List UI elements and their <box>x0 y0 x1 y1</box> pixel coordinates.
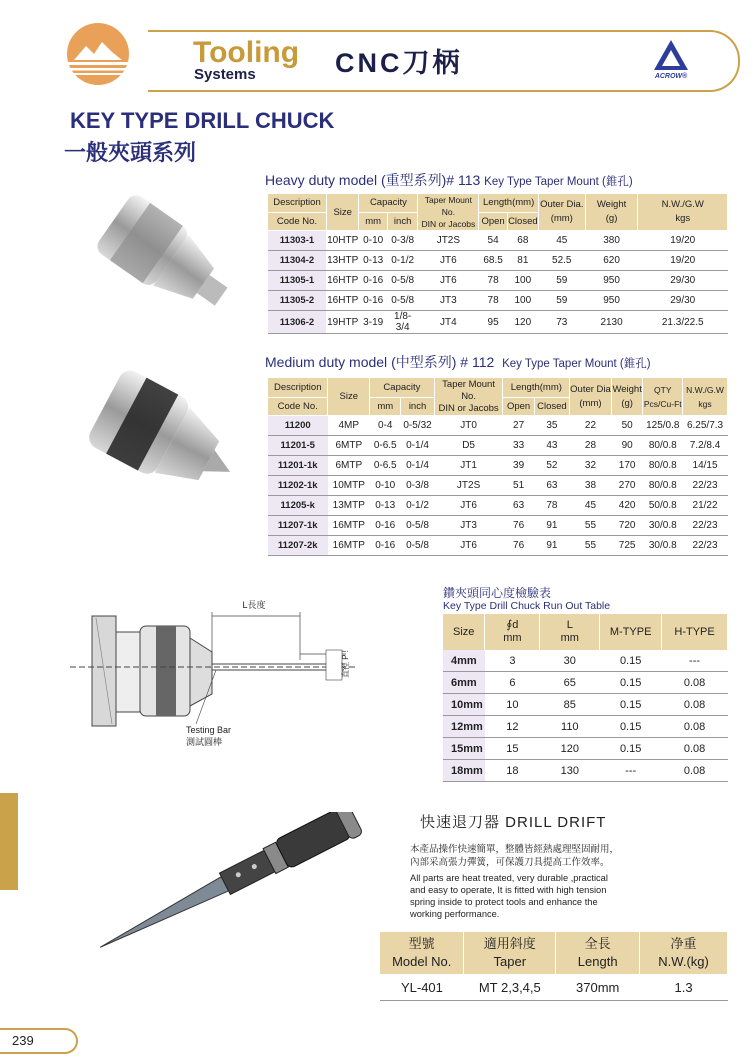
col-description: Description <box>268 194 327 213</box>
table-cell: 0.08 <box>662 738 728 760</box>
drill-drift-image <box>74 812 374 952</box>
col-nw-gw: N.W./G.W kgs <box>683 378 728 416</box>
medium-drill-chuck-image <box>72 352 252 524</box>
table-cell: 33 <box>503 436 534 456</box>
table-cell: 110 <box>540 716 600 738</box>
table-row <box>443 738 728 760</box>
table-cell: 7.2/8.4 <box>683 436 728 456</box>
table-cell: 0-5/32 <box>401 416 434 436</box>
table-cell: 76 <box>503 536 534 556</box>
table-cell: 6MTP <box>328 456 370 476</box>
medium-heading-cn: (中型系列) <box>391 354 457 370</box>
heavy-section-heading <box>265 170 633 190</box>
col-taper: 適用斜度 Taper <box>464 932 556 974</box>
runout-title-en: Key Type Drill Chuck Run Out Table <box>443 600 611 612</box>
table-row <box>443 716 728 738</box>
table-cell: 52.5 <box>538 251 585 271</box>
table-cell: 0-1/2 <box>387 251 417 271</box>
code-no-cell: 11305-2 <box>268 291 327 311</box>
table-cell: 16HTP <box>326 291 359 311</box>
brand-systems: Systems <box>194 66 256 83</box>
product-category: CNC刀柄 <box>335 48 463 78</box>
acrow-logo-icon <box>648 38 694 80</box>
table-cell: 22/23 <box>683 476 728 496</box>
drill-drift-desc-en: All parts are heat treated, very durable ,practical and easy to operate, It is fitted with high tension spring inside to protect tools and enhance the working performance. <box>410 873 608 919</box>
table-cell: 68 <box>507 231 538 251</box>
table-cell: 43 <box>534 436 569 456</box>
col-size: Size <box>326 194 359 231</box>
col-outer-dia: Outer Dia (mm) <box>570 378 612 416</box>
table-cell: 21/22 <box>683 496 728 516</box>
table-cell: --- <box>662 650 728 672</box>
table-cell: 0.08 <box>662 672 728 694</box>
code-no-cell: 11306-2 <box>268 311 327 334</box>
table-cell: 170 <box>611 456 643 476</box>
col-closed: Closed <box>534 398 569 416</box>
sun-mountain-logo-icon <box>66 22 130 86</box>
code-no-cell: 11207-1k <box>268 516 328 536</box>
table-cell: 125/0.8 <box>643 416 683 436</box>
table-cell: JT2S <box>434 476 503 496</box>
table-cell: 0-1/4 <box>401 456 434 476</box>
size-cell: 12mm <box>443 716 485 738</box>
table-cell: 2130 <box>585 311 638 334</box>
table-cell: 380 <box>585 231 638 251</box>
medium-heading-mount: Key Type Taper Mount (錐孔) <box>502 358 651 370</box>
size-cell: 18mm <box>443 760 485 782</box>
table-cell: 18 <box>485 760 540 782</box>
table-cell: 3-19 <box>359 311 387 334</box>
table-cell: 68.5 <box>479 251 507 271</box>
table-cell: 28 <box>570 436 612 456</box>
page-title: KEY TYPE DRILL CHUCK <box>70 108 335 133</box>
medium-section-heading <box>265 352 651 372</box>
table-cell: 950 <box>585 291 638 311</box>
code-no-cell: 11200 <box>268 416 328 436</box>
table-cell: JT1 <box>434 456 503 476</box>
table-cell: 120 <box>507 311 538 334</box>
table-cell: 10 <box>485 694 540 716</box>
col-d: ∮d mm <box>485 614 540 650</box>
table-cell: 39 <box>503 456 534 476</box>
table-cell: 0-16 <box>370 536 401 556</box>
table-cell: 0.15 <box>600 716 662 738</box>
table-cell: 59 <box>538 271 585 291</box>
acrow-logo-text: ACROW® <box>654 73 688 80</box>
table-cell: 0.08 <box>662 694 728 716</box>
table-cell: 50/0.8 <box>643 496 683 516</box>
table-cell: 80/0.8 <box>643 456 683 476</box>
runout-title-cn: 鑽夾頭同心度檢驗表 <box>443 586 552 600</box>
col-qty: QTY Pcs/Cu-Ft <box>643 378 683 416</box>
table-cell: 0.08 <box>662 716 728 738</box>
table-cell: 78 <box>534 496 569 516</box>
table-cell: 0.08 <box>662 760 728 782</box>
col-mm: mm <box>359 212 387 231</box>
table-cell: 0-13 <box>359 251 387 271</box>
heavy-heading-cn: (重型系列) <box>380 172 447 188</box>
table-cell: 19/20 <box>638 231 728 251</box>
table-cell: 29/30 <box>638 271 728 291</box>
col-capacity: Capacity <box>359 194 418 213</box>
table-cell: 16MTP <box>328 516 370 536</box>
code-no-cell: 11303-1 <box>268 231 327 251</box>
col-length: Length(mm) <box>503 378 570 398</box>
table-row <box>443 694 728 716</box>
table-cell: 0-5/8 <box>387 291 417 311</box>
l-length-label: L長度 <box>242 600 266 610</box>
table-cell: 63 <box>503 496 534 516</box>
table-cell: 30/0.8 <box>643 516 683 536</box>
col-size: Size <box>328 378 370 416</box>
table-cell: 19HTP <box>326 311 359 334</box>
table-cell: 6.25/7.3 <box>683 416 728 436</box>
table-cell: 32 <box>570 456 612 476</box>
drill-drift-title: 快速退刀器 DRILL DRIFT <box>420 814 607 831</box>
table-row <box>443 672 728 694</box>
table-cell: 55 <box>570 516 612 536</box>
table-cell: 0.15 <box>600 694 662 716</box>
col-weight: Weight (g) <box>585 194 638 231</box>
table-cell: 63 <box>534 476 569 496</box>
heavy-heading-en: Heavy duty model <box>265 172 378 188</box>
table-cell: --- <box>600 760 662 782</box>
size-cell: 15mm <box>443 738 485 760</box>
table-row <box>268 311 728 334</box>
table-cell: 0.15 <box>600 672 662 694</box>
size-cell: 4mm <box>443 650 485 672</box>
table-cell: JT2S <box>418 231 479 251</box>
table-cell: 55 <box>570 536 612 556</box>
table-row <box>268 231 728 251</box>
table-cell: 0-3/8 <box>387 231 417 251</box>
size-cell: 6mm <box>443 672 485 694</box>
col-nw-gw: N.W./G.W kgs <box>638 194 728 231</box>
table-cell: 45 <box>570 496 612 516</box>
col-outer-dia: Outer Dia. (mm) <box>538 194 585 231</box>
table-cell: 19/20 <box>638 251 728 271</box>
medium-heading-en: Medium duty model <box>265 354 388 370</box>
table-cell: 27 <box>503 416 534 436</box>
code-no-cell: 11304-2 <box>268 251 327 271</box>
table-cell: 0-5/8 <box>387 271 417 291</box>
length-cell: 370mm <box>556 974 640 1001</box>
table-row <box>268 271 728 291</box>
table-cell: JT3 <box>434 516 503 536</box>
table-cell: 0-10 <box>370 476 401 496</box>
nw-cell: 1.3 <box>640 974 728 1001</box>
code-no-cell: 11305-1 <box>268 271 327 291</box>
size-cell: 10mm <box>443 694 485 716</box>
col-weight: Weight (g) <box>611 378 643 416</box>
table-cell: 100 <box>507 291 538 311</box>
table-cell: 13HTP <box>326 251 359 271</box>
table-cell: JT3 <box>418 291 479 311</box>
table-cell: 0-1/2 <box>401 496 434 516</box>
col-inch: inch <box>387 212 417 231</box>
table-cell: 120 <box>540 738 600 760</box>
table-cell: JT6 <box>418 271 479 291</box>
brand-tooling: Tooling <box>193 36 300 69</box>
table-cell: 0-3/8 <box>401 476 434 496</box>
table-cell: 16HTP <box>326 271 359 291</box>
drill-drift-table <box>380 932 728 1001</box>
table-cell: 21.3/22.5 <box>638 311 728 334</box>
table-cell: 270 <box>611 476 643 496</box>
code-no-cell: 11201-5 <box>268 436 328 456</box>
table-cell: 620 <box>585 251 638 271</box>
table-cell: 80/0.8 <box>643 436 683 456</box>
table-cell: 15 <box>485 738 540 760</box>
table-cell: 78 <box>479 291 507 311</box>
model-no-cell: YL-401 <box>380 974 464 1001</box>
table-cell: 950 <box>585 271 638 291</box>
table-cell: 0-10 <box>359 231 387 251</box>
table-cell: 0-4 <box>370 416 401 436</box>
table-cell: 35 <box>534 416 569 436</box>
heavy-duty-table <box>267 193 728 334</box>
taper-cell: MT 2,3,4,5 <box>464 974 556 1001</box>
table-cell: 13MTP <box>328 496 370 516</box>
col-length: 全長 Length <box>556 932 640 974</box>
table-cell: JT6 <box>434 496 503 516</box>
col-closed: Closed <box>507 212 538 231</box>
col-taper-mount: Taper Mount No. DIN or Jacobs <box>418 194 479 231</box>
table-cell: 130 <box>540 760 600 782</box>
table-cell: D5 <box>434 436 503 456</box>
table-cell: 65 <box>540 672 600 694</box>
table-cell: 100 <box>507 271 538 291</box>
table-cell: 0-6.5 <box>370 436 401 456</box>
col-inch: inch <box>401 398 434 416</box>
col-length: Length(mm) <box>479 194 539 213</box>
table-cell: 0.15 <box>600 650 662 672</box>
table-cell: JT0 <box>434 416 503 436</box>
table-row <box>268 476 728 496</box>
medium-duty-table <box>267 377 728 556</box>
table-cell: 91 <box>534 536 569 556</box>
table-cell: 95 <box>479 311 507 334</box>
table-cell: 76 <box>503 516 534 536</box>
table-cell: 720 <box>611 516 643 536</box>
table-cell: 1/8-3/4 <box>387 311 417 334</box>
table-cell: 59 <box>538 291 585 311</box>
runout-table <box>443 614 728 782</box>
col-open: Open <box>479 212 507 231</box>
table-cell: 0-6.5 <box>370 456 401 476</box>
table-row <box>268 536 728 556</box>
code-no-cell: 11202-1k <box>268 476 328 496</box>
table-cell: JT4 <box>418 311 479 334</box>
heavy-drill-chuck-image <box>62 170 258 340</box>
table-cell: 78 <box>479 271 507 291</box>
table-cell: 6MTP <box>328 436 370 456</box>
table-row <box>268 251 728 271</box>
table-cell: JT6 <box>418 251 479 271</box>
table-cell: 4MP <box>328 416 370 436</box>
table-cell: 0-16 <box>370 516 401 536</box>
table-cell: 38 <box>570 476 612 496</box>
table-cell: 80/0.8 <box>643 476 683 496</box>
table-cell: 10HTP <box>326 231 359 251</box>
table-row <box>380 974 728 1001</box>
table-cell: 0-5/8 <box>401 536 434 556</box>
col-description: Description <box>268 378 328 398</box>
col-code-no: Code No. <box>268 398 328 416</box>
table-cell: 30 <box>540 650 600 672</box>
col-mm: mm <box>370 398 401 416</box>
table-cell: 45 <box>538 231 585 251</box>
col-model-no: 型號 Model No. <box>380 932 464 974</box>
code-no-cell: 11207-2k <box>268 536 328 556</box>
table-cell: 30/0.8 <box>643 536 683 556</box>
table-cell: 22 <box>570 416 612 436</box>
col-taper-mount: Taper Mount No. DIN or Jacobs <box>434 378 503 416</box>
table-cell: 16MTP <box>328 536 370 556</box>
col-capacity: Capacity <box>370 378 435 398</box>
col-h-type: H-TYPE <box>662 614 728 650</box>
table-cell: 73 <box>538 311 585 334</box>
page-number: 239 <box>0 1028 78 1054</box>
table-cell: 0.15 <box>600 738 662 760</box>
table-row <box>268 291 728 311</box>
table-row <box>443 760 728 782</box>
diameter-label: 直徑 P ! <box>341 650 350 678</box>
side-tab-marker <box>0 793 18 890</box>
table-row <box>268 436 728 456</box>
heavy-heading-num: # 113 <box>446 172 481 188</box>
table-cell: 6 <box>485 672 540 694</box>
table-cell: 50 <box>611 416 643 436</box>
table-cell: 0-13 <box>370 496 401 516</box>
table-cell: 3 <box>485 650 540 672</box>
table-cell: 0-1/4 <box>401 436 434 456</box>
table-row <box>268 456 728 476</box>
table-cell: 54 <box>479 231 507 251</box>
table-cell: 52 <box>534 456 569 476</box>
table-cell: 91 <box>534 516 569 536</box>
table-cell: 0-5/8 <box>401 516 434 536</box>
table-cell: JT6 <box>434 536 503 556</box>
table-row <box>443 650 728 672</box>
table-cell: 0-16 <box>359 271 387 291</box>
col-nw: 净重 N.W.(kg) <box>640 932 728 974</box>
testing-bar-label-en: Testing Bar <box>186 725 232 735</box>
table-cell: 420 <box>611 496 643 516</box>
table-cell: 51 <box>503 476 534 496</box>
table-row <box>268 496 728 516</box>
col-code-no: Code No. <box>268 212 327 231</box>
code-no-cell: 11205-k <box>268 496 328 516</box>
table-cell: 10MTP <box>328 476 370 496</box>
table-cell: 22/23 <box>683 516 728 536</box>
col-l: L mm <box>540 614 600 650</box>
code-no-cell: 11201-1k <box>268 456 328 476</box>
testing-bar-label-cn: 測試圓棒 <box>186 737 223 747</box>
col-size: Size <box>443 614 485 650</box>
drill-drift-desc-cn: 本產品操作快速簡單，整體皆經熱處理堅固耐用，內部采高張力彈簧，可保護刀具提高工作效率。 <box>410 844 620 868</box>
table-cell: 12 <box>485 716 540 738</box>
col-open: Open <box>503 398 534 416</box>
col-m-type: M-TYPE <box>600 614 662 650</box>
page-title-cn: 一般夾頭系列 <box>64 140 197 165</box>
table-row <box>268 416 728 436</box>
medium-heading-num: # 112 <box>460 354 495 370</box>
heavy-heading-mount: Key Type Taper Mount (錐孔) <box>484 176 633 188</box>
table-cell: 90 <box>611 436 643 456</box>
table-cell: 85 <box>540 694 600 716</box>
table-cell: 725 <box>611 536 643 556</box>
table-cell: 0-16 <box>359 291 387 311</box>
runout-test-diagram <box>66 590 366 760</box>
table-cell: 81 <box>507 251 538 271</box>
table-row <box>268 516 728 536</box>
table-cell: 14/15 <box>683 456 728 476</box>
table-cell: 29/30 <box>638 291 728 311</box>
table-cell: 22/23 <box>683 536 728 556</box>
